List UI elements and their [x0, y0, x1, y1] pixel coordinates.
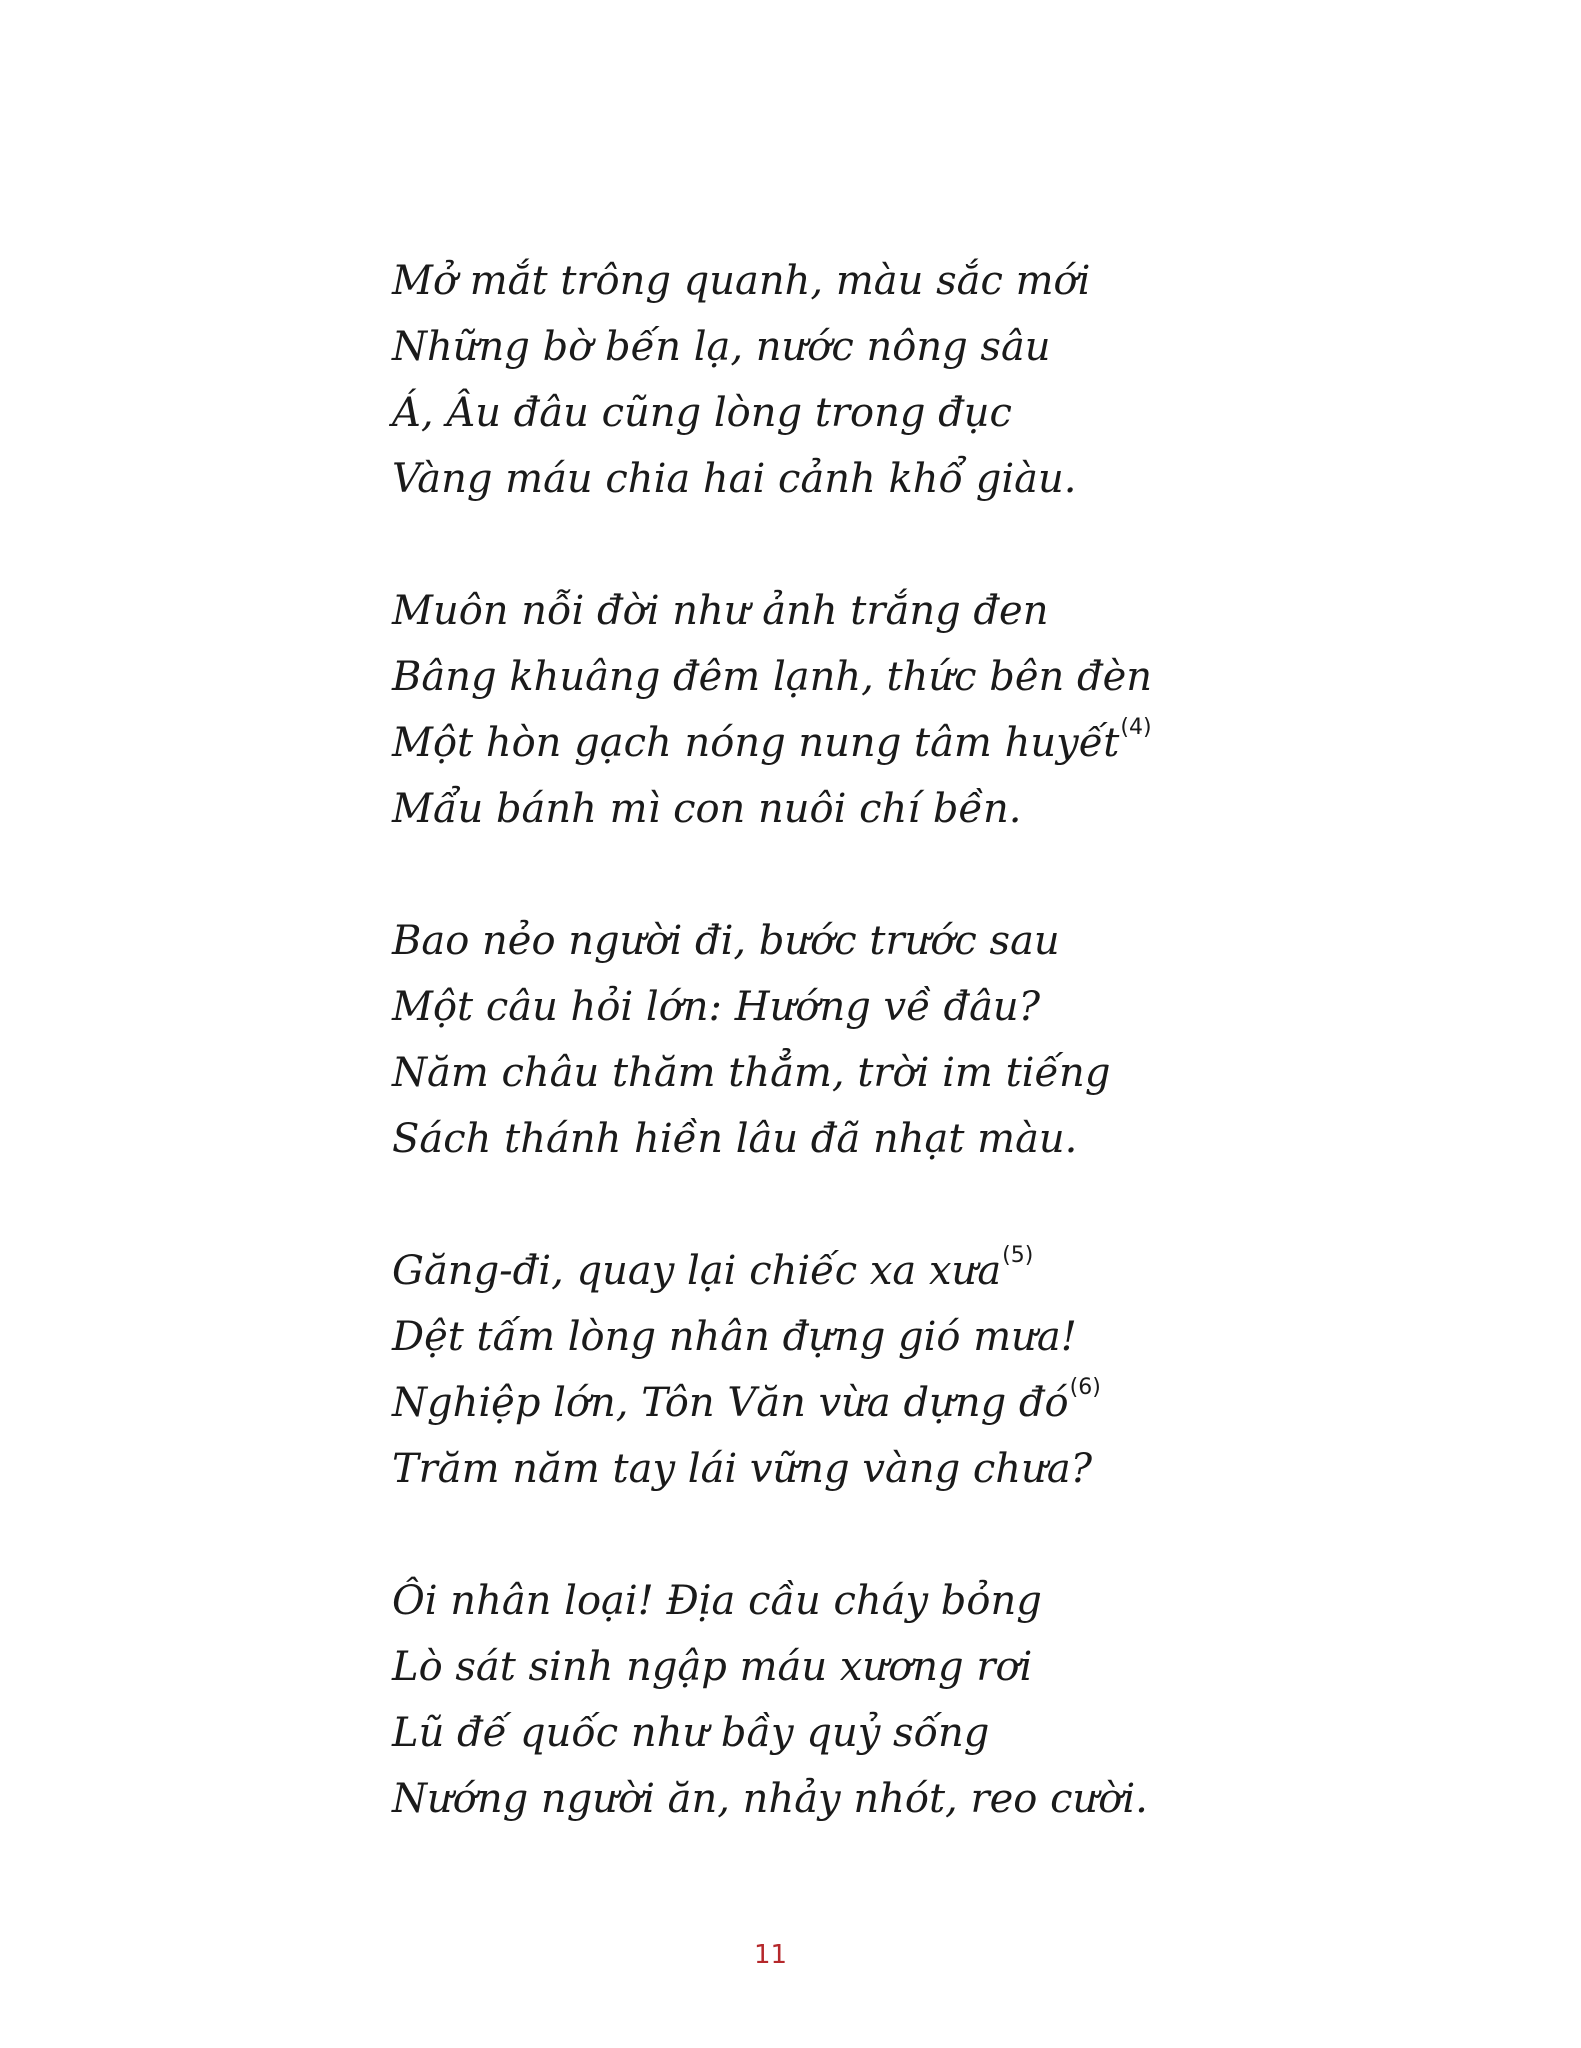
poem-line [392, 578, 1392, 644]
line-text: Muôn nỗi đời như ảnh trắng đen [392, 588, 1049, 634]
line-text: Mẩu bánh mì con nuôi chí bền. [392, 786, 1022, 832]
poem-line [392, 776, 1392, 842]
stanza-5 [392, 1568, 1392, 1832]
poem [392, 248, 1392, 1832]
line-text: Ôi nhân loại! Địa cầu cháy bỏng [392, 1578, 1042, 1624]
poem-line [392, 1436, 1392, 1502]
stanza-4 [392, 1238, 1392, 1502]
stanza-2 [392, 578, 1392, 842]
stanza-1 [392, 248, 1392, 512]
poem-line [392, 1766, 1392, 1832]
line-text: Vàng máu chia hai cảnh khổ giàu. [392, 456, 1077, 502]
line-text: Những bờ bến lạ, nước nông sâu [392, 324, 1051, 370]
line-text: Trăm năm tay lái vững vàng chưa? [392, 1446, 1093, 1492]
page-number: 11 [753, 1940, 788, 1970]
poem-line [392, 1700, 1392, 1766]
stanza-3 [392, 908, 1392, 1172]
line-text: Nghiệp lớn, Tôn Văn vừa dựng đó [392, 1380, 1069, 1426]
line-text: Mở mắt trông quanh, màu sắc mới [392, 258, 1091, 304]
line-text: Găng-đi, quay lại chiếc xa xưa [392, 1248, 1002, 1294]
line-text: Lò sát sinh ngập máu xương rơi [392, 1644, 1033, 1690]
line-text: Dệt tấm lòng nhân đựng gió mưa! [392, 1314, 1077, 1360]
poem-line [392, 446, 1392, 512]
line-text: Sách thánh hiền lâu đã nhạt màu. [392, 1116, 1078, 1162]
poem-line [392, 314, 1392, 380]
poem-line [392, 1568, 1392, 1634]
line-text: Một hòn gạch nóng nung tâm huyết [392, 720, 1120, 766]
footnote-marker: (6) [1069, 1375, 1101, 1400]
poem-line [392, 1238, 1392, 1304]
poem-line [392, 1304, 1392, 1370]
line-text: Á, Âu đâu cũng lòng trong đục [392, 390, 1012, 436]
poem-line [392, 248, 1392, 314]
poem-line [392, 1370, 1392, 1436]
poem-line [392, 710, 1392, 776]
poem-line [392, 380, 1392, 446]
line-text: Bâng khuâng đêm lạnh, thức bên đèn [392, 654, 1153, 700]
poem-line [392, 1106, 1392, 1172]
line-text: Năm châu thăm thẳm, trời im tiếng [392, 1050, 1111, 1096]
footnote-marker: (5) [1002, 1243, 1034, 1268]
poem-line [392, 974, 1392, 1040]
line-text: Lũ đế quốc như bầy quỷ sống [392, 1710, 990, 1756]
poem-line [392, 908, 1392, 974]
poem-line [392, 1040, 1392, 1106]
line-text: Một câu hỏi lớn: Hướng về đâu? [392, 984, 1041, 1030]
poem-line [392, 1634, 1392, 1700]
line-text: Nướng người ăn, nhảy nhót, reo cười. [392, 1776, 1148, 1822]
poem-line [392, 644, 1392, 710]
line-text: Bao nẻo người đi, bước trước sau [392, 918, 1060, 964]
footnote-marker: (4) [1120, 715, 1152, 740]
